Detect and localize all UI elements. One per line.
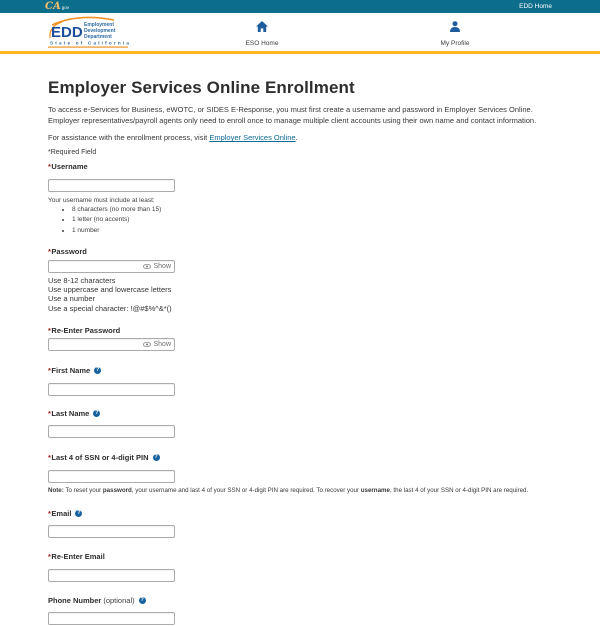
username-hint-title: Your username must include at least: [48, 196, 155, 204]
email-input[interactable] [48, 525, 175, 538]
eye-icon [143, 264, 151, 269]
email-field [48, 509, 552, 540]
edd-logo [48, 16, 132, 53]
ssn-note-prefix: Note: [48, 486, 64, 494]
phone-optional-text: (optional) [103, 595, 135, 605]
topbar [0, 0, 600, 13]
home-icon [256, 21, 268, 32]
password-label [48, 247, 552, 256]
username-field [48, 162, 552, 234]
required-asterisk: * [48, 453, 51, 463]
password-rules [48, 276, 552, 313]
username-hint: • 1 letter (no accents) [72, 217, 552, 224]
reenter-password-input-wrap [48, 338, 175, 351]
last-name-label-text: Last Name [51, 408, 90, 418]
reenter-password-label-text: Re-Enter Password [51, 325, 121, 335]
ssn-pin-label-text: Last 4 of SSN or 4-digit PIN [51, 453, 149, 463]
reenter-email-label [48, 552, 552, 561]
password-rule: Use 8-12 characters [48, 275, 116, 285]
eye-icon [143, 342, 151, 347]
ca-gov-logo[interactable] [45, 0, 69, 13]
reenter-email-label-text: Re-Enter Email [51, 552, 105, 562]
username-hints [48, 207, 552, 235]
required-asterisk: * [48, 366, 51, 376]
password-rule: Use a special character: !@#$%^&*() [48, 303, 172, 313]
required-asterisk: * [48, 247, 51, 257]
first-name-label [48, 366, 552, 375]
person-icon [450, 21, 460, 32]
edd-logo-graphic [48, 16, 132, 48]
svg-text:State of California: State of California [50, 40, 132, 46]
reenter-email-input[interactable] [48, 569, 175, 582]
password-label-text: Password [51, 247, 87, 257]
help-icon[interactable]: ? [96, 367, 100, 374]
required-asterisk: * [48, 508, 51, 518]
first-name-label-text: First Name [51, 366, 91, 376]
username-label [48, 162, 552, 171]
phone-input[interactable] [48, 612, 175, 625]
email-label-text: Email [51, 508, 72, 518]
password-rule: Use uppercase and lowercase letters [48, 285, 172, 295]
employer-services-online-link[interactable]: Employer Services Online [209, 133, 296, 143]
main-content [0, 54, 600, 626]
ca-gov-logo-text: CA [45, 1, 61, 12]
show-password-button[interactable] [141, 263, 174, 270]
last-name-label [48, 409, 552, 418]
username-input[interactable] [48, 179, 175, 192]
show-password-label: Show [153, 262, 171, 270]
phone-label [48, 596, 552, 605]
first-name-field [48, 366, 552, 397]
password-input-wrap [48, 260, 175, 273]
show-reenter-password-button[interactable] [141, 341, 174, 348]
assistance-prefix: For assistance with the enrollment process, visit [48, 133, 210, 143]
required-asterisk: * [48, 325, 51, 335]
show-reenter-password-label: Show [153, 341, 171, 349]
reenter-password-label [48, 326, 552, 335]
reenter-password-field [48, 326, 552, 352]
required-field-note: *Required Field [48, 149, 97, 157]
ssn-pin-field [48, 453, 552, 494]
page-title: Employer Services Online Enrollment [48, 78, 355, 97]
assistance-suffix: . [295, 133, 298, 143]
nav-my-profile-label: My Profile [440, 40, 470, 47]
edd-home-link[interactable]: EDD Home [519, 3, 552, 10]
intro-text: To access e-Services for Business, eWOTC, or SIDES E-Response, you must first create a username and password in Employer Services Online. Employer representatives/payroll agents only need to enroll once to manage multiple client accounts using their own name and contact information. [48, 105, 537, 125]
nav-eso-home[interactable] [230, 19, 294, 47]
help-icon[interactable]: ? [77, 509, 81, 516]
svg-text:Employment: Employment [84, 22, 115, 28]
password-rule: Use a number [48, 294, 96, 304]
password-input[interactable] [49, 262, 141, 271]
last-name-input[interactable] [48, 425, 175, 438]
reenter-email-field [48, 552, 552, 583]
phone-field [48, 596, 552, 626]
required-asterisk: * [48, 552, 51, 562]
help-icon[interactable]: ? [140, 596, 144, 603]
site-header [0, 13, 600, 51]
required-asterisk: * [48, 408, 51, 418]
ssn-pin-input[interactable] [48, 470, 175, 483]
password-field [48, 247, 552, 313]
help-icon[interactable]: ? [154, 454, 158, 461]
nav-eso-home-label: ESO Home [245, 40, 279, 47]
username-hint: • 8 characters (no more than 15) [72, 207, 552, 214]
username-hint: • 1 number [72, 228, 552, 235]
svg-text:Development: Development [84, 28, 116, 34]
svg-text:Department: Department [84, 34, 112, 40]
svg-text:EDD: EDD [51, 24, 83, 41]
help-icon[interactable]: ? [95, 409, 99, 416]
email-label [48, 509, 552, 518]
phone-label-text: Phone Number [48, 595, 102, 605]
username-label-text: Username [51, 162, 88, 172]
required-asterisk: * [48, 162, 51, 172]
nav-my-profile[interactable] [423, 19, 487, 47]
ca-gov-logo-suffix: gov [61, 5, 69, 10]
last-name-field [48, 409, 552, 440]
ssn-pin-label [48, 453, 552, 462]
assistance-text [48, 133, 552, 142]
first-name-input[interactable] [48, 383, 175, 396]
reenter-password-input[interactable] [49, 340, 141, 349]
ssn-note: Note: To reset your password, your username and last 4 of your SSN or 4-digit PIN are required. To recover your username, the last 4 of your SSN or 4-digit PIN are required. [48, 486, 529, 494]
